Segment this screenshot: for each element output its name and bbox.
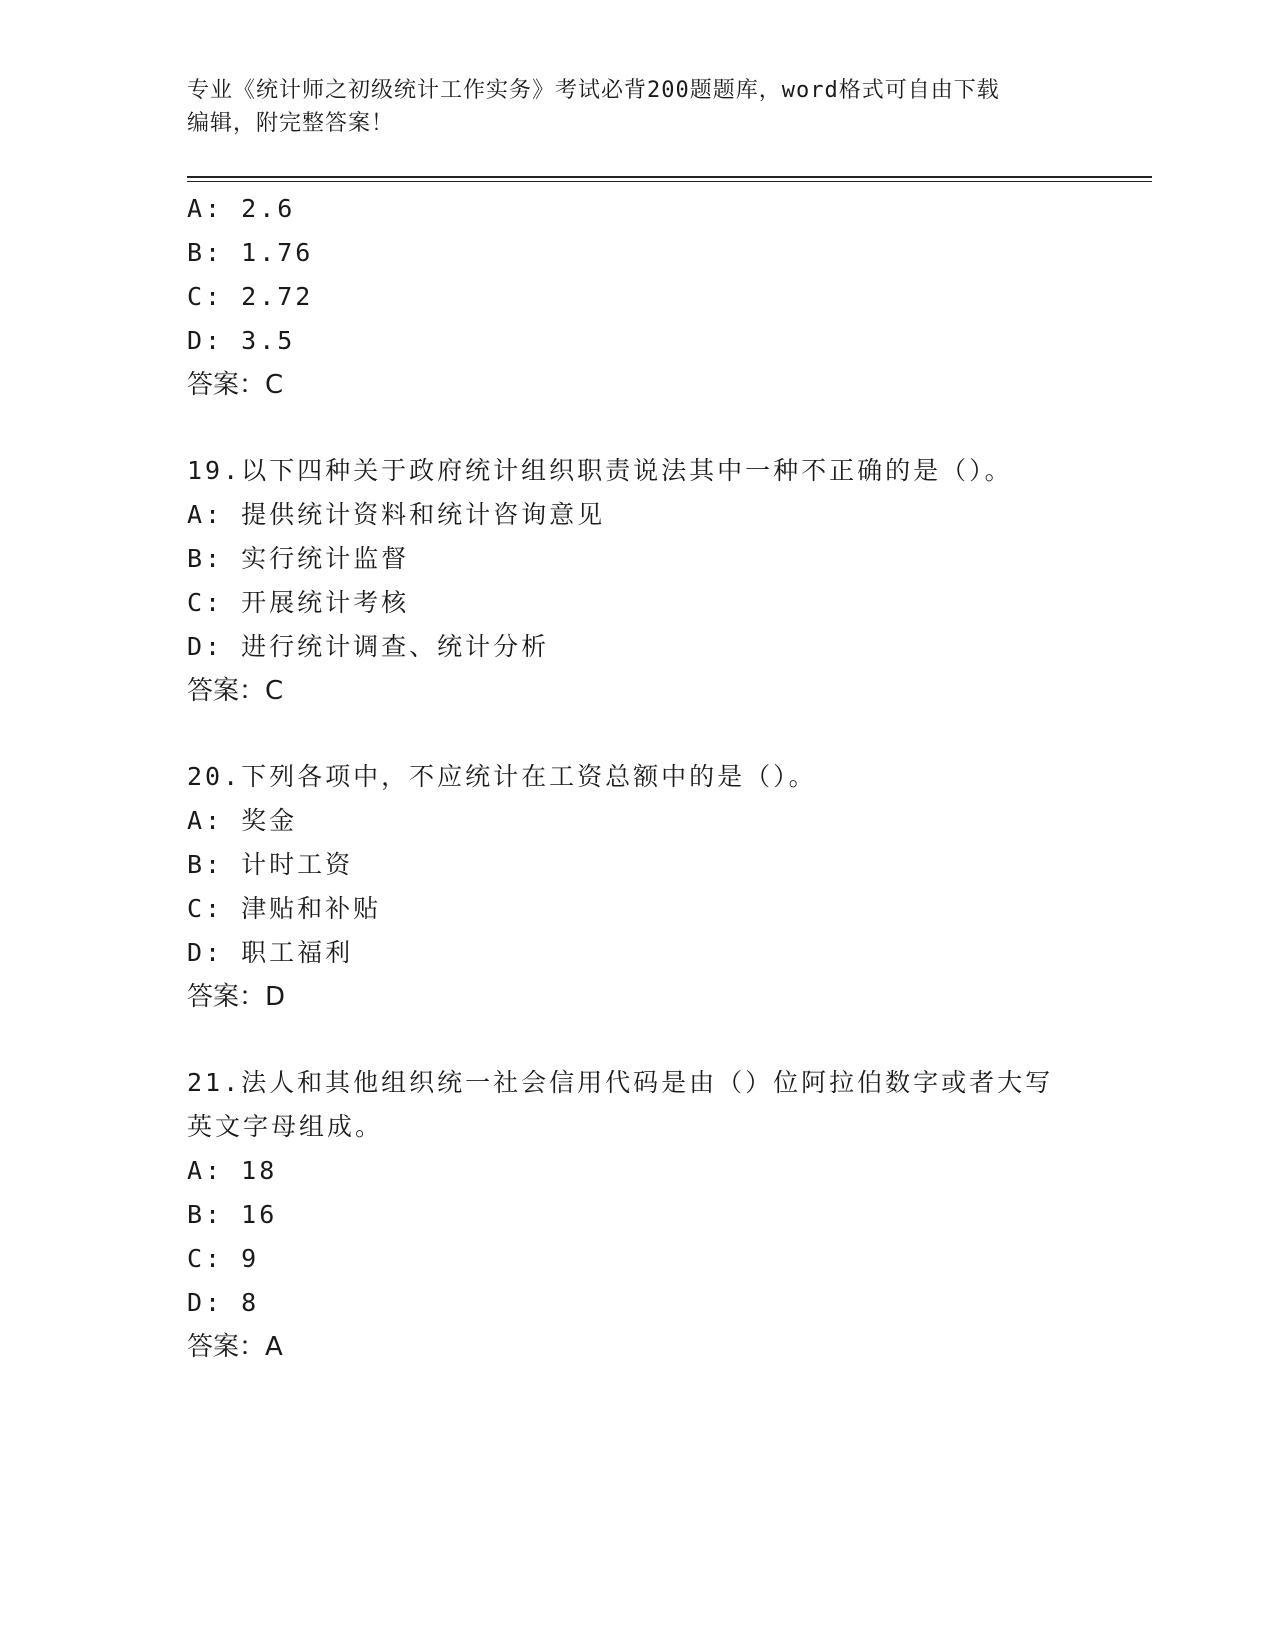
q18-option-c: C: 2.72 — [187, 282, 314, 311]
q20-option-d: D: 职工福利 — [187, 938, 354, 967]
q21-question-line-1: 21.法人和其他组织统一社会信用代码是由（）位阿拉伯数字或者大写 — [187, 1068, 1054, 1097]
q21-option-a: A: 18 — [187, 1156, 278, 1185]
q18-answer: 答案：C — [187, 370, 284, 400]
header-rule-thin — [187, 181, 1152, 182]
document-header — [187, 74, 1087, 140]
q20-answer: 答案：D — [187, 982, 286, 1012]
q18-option-b: B: 1.76 — [187, 238, 314, 267]
q19-option-d: D: 进行统计调查、统计分析 — [187, 632, 550, 661]
q20-question: 20.下列各项中，不应统计在工资总额中的是（）。 — [187, 762, 817, 791]
q18-option-d: D: 3.5 — [187, 326, 296, 355]
q19-question: 19.以下四种关于政府统计组织职责说法其中一种不正确的是（）。 — [187, 456, 1013, 485]
q19-option-c: C: 开展统计考核 — [187, 588, 410, 617]
q19-option-b: B: 实行统计监督 — [187, 544, 410, 573]
q19-answer: 答案：C — [187, 676, 284, 706]
header-rule-thick — [187, 176, 1152, 178]
q21-option-d: D: 8 — [187, 1288, 260, 1317]
q20-option-a: A: 奖金 — [187, 806, 298, 835]
q21-option-c: C: 9 — [187, 1244, 260, 1273]
header-line-2: 编辑，附完整答案！ — [187, 111, 395, 136]
q18-option-a: A: 2.6 — [187, 194, 296, 223]
q21-answer: 答案：A — [187, 1332, 283, 1362]
q20-option-b: B: 计时工资 — [187, 850, 354, 879]
header-line-1: 专业《统计师之初级统计工作实务》考试必背200题题库，word格式可自由下载 — [187, 78, 1000, 103]
q20-option-c: C: 津贴和补贴 — [187, 894, 382, 923]
q21-question-line-2: 英文字母组成。 — [187, 1112, 384, 1141]
q19-option-a: A: 提供统计资料和统计咨询意见 — [187, 500, 606, 529]
q21-option-b: B: 16 — [187, 1200, 278, 1229]
